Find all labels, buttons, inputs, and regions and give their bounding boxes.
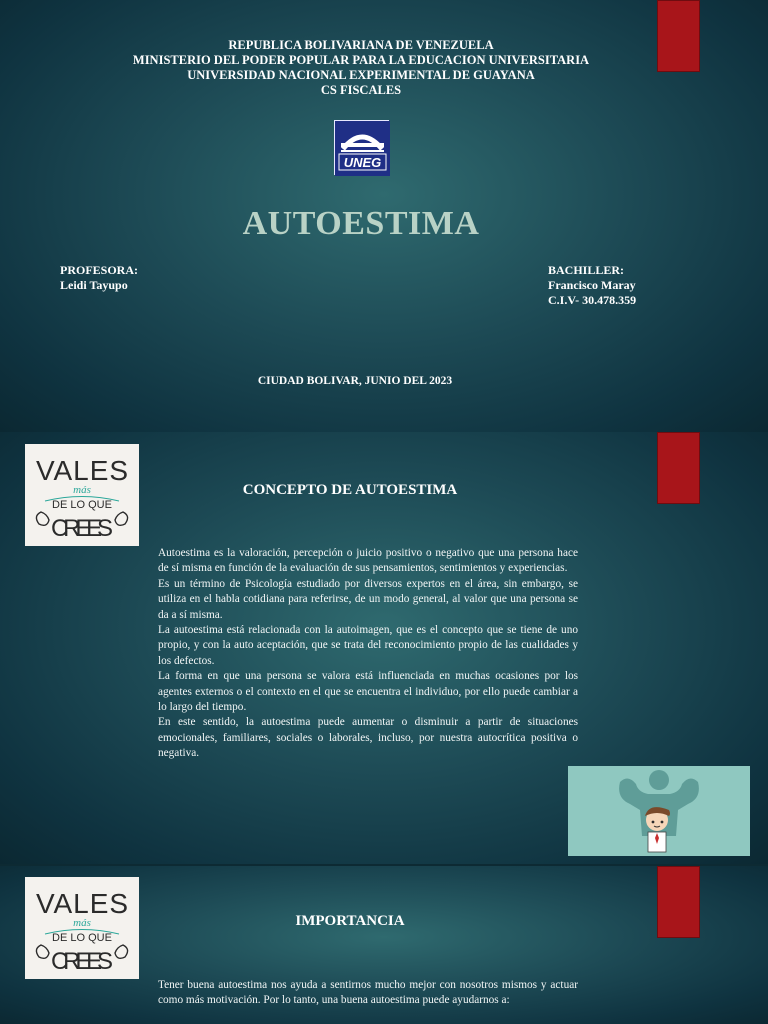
city-date: CIUDAD BOLIVAR, JUNIO DEL 2023 (257, 375, 453, 387)
concept-heading: CONCEPTO DE AUTOESTIMA (242, 482, 458, 498)
header-line-republic: REPUBLICA BOLIVARIANA DE VENEZUELA (228, 38, 494, 52)
student-name: Francisco Maray (548, 278, 636, 292)
title-slide (0, 0, 768, 432)
student-id: C.I.V- 30.478.359 (548, 293, 637, 307)
header-line-university: UNIVERSIDAD NACIONAL EXPERIMENTAL DE GUAYANA (187, 68, 535, 82)
student-label: BACHILLER: (548, 263, 625, 277)
concept-text (158, 546, 578, 762)
presentation-title: AUTOESTIMA (242, 205, 480, 242)
concept-paragraph: En este sentido, la autoestima puede aumentar o disminuir a partir de situaciones emocionales, familiares, sociales o laborales, incluso, por nuestra autocrítica positiva o negativa. (158, 716, 578, 760)
professor-label: PROFESORA: (60, 263, 138, 277)
header-line-program: CS FISCALES (320, 83, 402, 97)
header-line-ministry: MINISTERIO DEL PODER POPULAR PARA LA EDUCACION UNIVERSITARIA (132, 53, 590, 67)
svg-text:VALES: VALES (36, 888, 128, 919)
strong-shadow-image (568, 766, 750, 856)
professor-name: Leidi Tayupo (60, 278, 128, 292)
concept-paragraph: La autoestima está relacionada con la autoimagen, que es el concepto que se tiene de uno propio, y con la auto aceptación, que se trata del reconocimiento propio de las cualidades y los defectos. (158, 624, 578, 667)
concept-paragraph: La forma en que una persona se valora está influenciada en muchas ocasiones por los agentes externos o el contexto en el que se encuentra el individuo, por ello puede cambiar a lo largo del tiempo. (158, 670, 578, 714)
svg-text:más: más (73, 917, 91, 929)
importance-text (158, 978, 578, 1009)
svg-text:VALES: VALES (36, 455, 128, 486)
svg-text:CREES: CREES (51, 948, 113, 975)
svg-text:UNEG: UNEG (343, 155, 382, 170)
importance-paragraph: Tener buena autoestima nos ayuda a sentirnos mucho mejor con nosotros mismos y actuar como más motivación. Por lo tanto, una buena autoestima puede ayudarnos a: (158, 979, 578, 1007)
svg-text:DE LO QUE: DE LO QUE (52, 499, 112, 511)
student-block (548, 263, 636, 308)
concept-paragraph: Es un término de Psicología estudiado por diversos expertos en el área, sin embargo, se utiliza en el habla cotidiana para referirse, de un modo general, al valor que una persona se da a sí misma. (158, 577, 578, 621)
importance-heading: IMPORTANCIA (295, 913, 405, 929)
svg-text:CREES: CREES (51, 515, 113, 542)
importance-slide (0, 866, 768, 1024)
concept-paragraph: Autoestima es la valoración, percepción o juicio positivo o negativo que una persona hace de sí misma en función de la evaluación de sus pensamientos, sentimientos y experiencias. (158, 547, 578, 575)
professor-block (60, 263, 138, 293)
muscle-shadow-illustration-icon (568, 766, 750, 856)
uneg-logo (334, 120, 389, 175)
svg-text:DE LO QUE: DE LO QUE (52, 932, 112, 944)
concept-slide (0, 432, 768, 864)
uneg-logo-icon (335, 121, 390, 176)
svg-text:más: más (73, 484, 91, 496)
institution-header (0, 38, 722, 98)
